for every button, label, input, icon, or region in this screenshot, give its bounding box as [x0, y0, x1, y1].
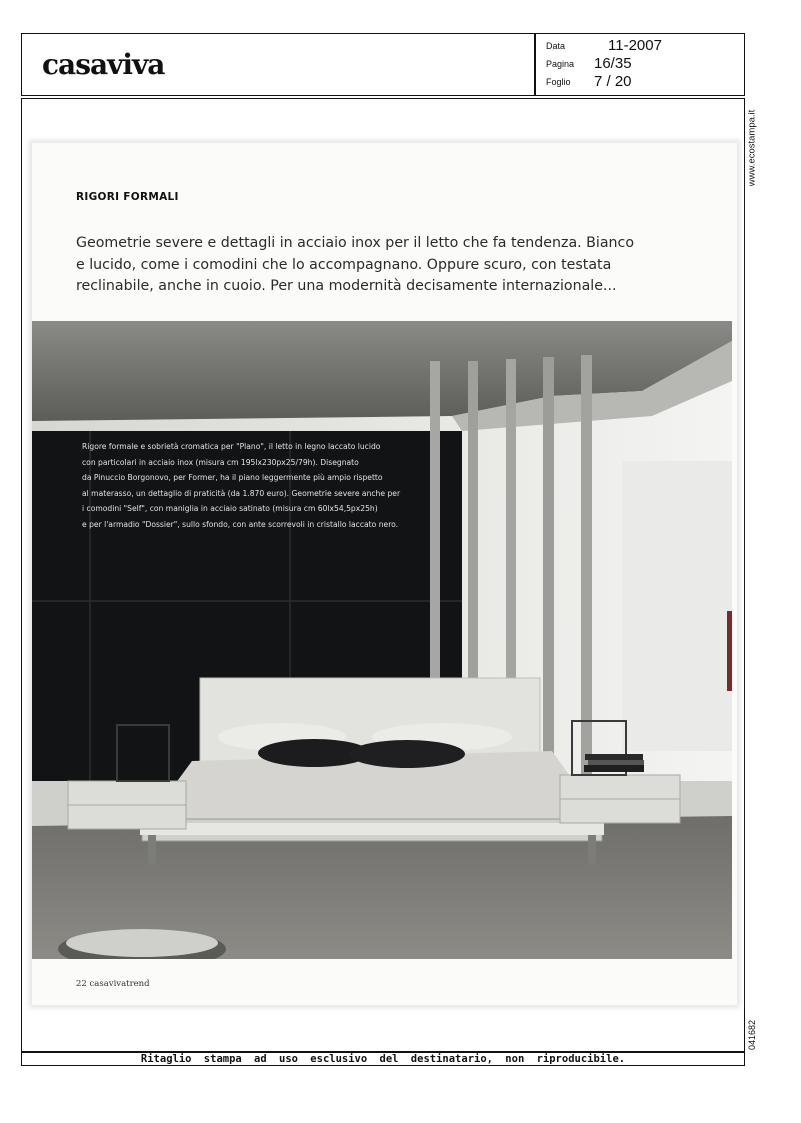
header-meta [546, 37, 736, 91]
sheet-row [546, 73, 736, 91]
caption-line: Rigore formale e sobrietà cromatica per "Plano", il letto in legno laccato lucido [82, 442, 381, 451]
side-website [742, 108, 762, 188]
side-code-text: 041682 [747, 1019, 757, 1051]
section-title: RIGORI FORMALI [76, 191, 179, 203]
date-label: Data [546, 41, 566, 51]
lead-paragraph [76, 233, 646, 298]
footer-notice: Ritaglio stampa ad uso esclusivo del destinatario, non riproducibile. [140, 1053, 626, 1065]
page-row [546, 55, 736, 73]
publication-logo: casaviva [42, 48, 165, 81]
lead-line: e lucido, come i comodini che lo accompagnano. Oppure scuro, con testata [76, 256, 612, 273]
caption-line: i comodini "Self", con maniglia in acciaio satinato (misura cm 60lx54,5px25h) [82, 504, 378, 514]
caption-line: al materasso, un dettaglio di praticità (da 1.870 euro). Geometrie severe anche per [82, 488, 401, 498]
header-divider [534, 34, 536, 95]
caption-line: da Pinuccio Borgonovo, per Former, ha il piano leggermente più ampio rispetto [82, 473, 383, 483]
date-value: 11-2007 [608, 37, 662, 54]
side-website-text: www.ecostampa.it [746, 109, 758, 187]
sheet-label: Foglio [546, 77, 571, 87]
caption-line: e per l'armadio "Dossier", sullo sfondo, con ante scorrevoli in cristallo laccato nero. [82, 519, 399, 529]
header-box [21, 33, 745, 96]
page-reference: 22 casavivatrend [76, 979, 150, 989]
magazine-page [32, 143, 737, 1005]
side-code [742, 1015, 762, 1055]
lead-line: reclinabile, anche in cuoio. Per una modernità decisamente internazionale... [76, 278, 617, 294]
caption-line: con particolari in acciaio inox (misura cm 195lx230px25/79h). Disegnato [82, 457, 359, 467]
date-row [546, 37, 736, 55]
page-value: 16/35 [594, 55, 632, 72]
page-label: Pagina [546, 59, 575, 69]
sheet-value: 7 / 20 [594, 73, 632, 90]
bedroom-photo [32, 321, 732, 959]
lead-line: Geometrie severe e dettagli in acciaio inox per il letto che fa tendenza. Bianco [76, 235, 635, 251]
photo-caption [82, 439, 442, 533]
